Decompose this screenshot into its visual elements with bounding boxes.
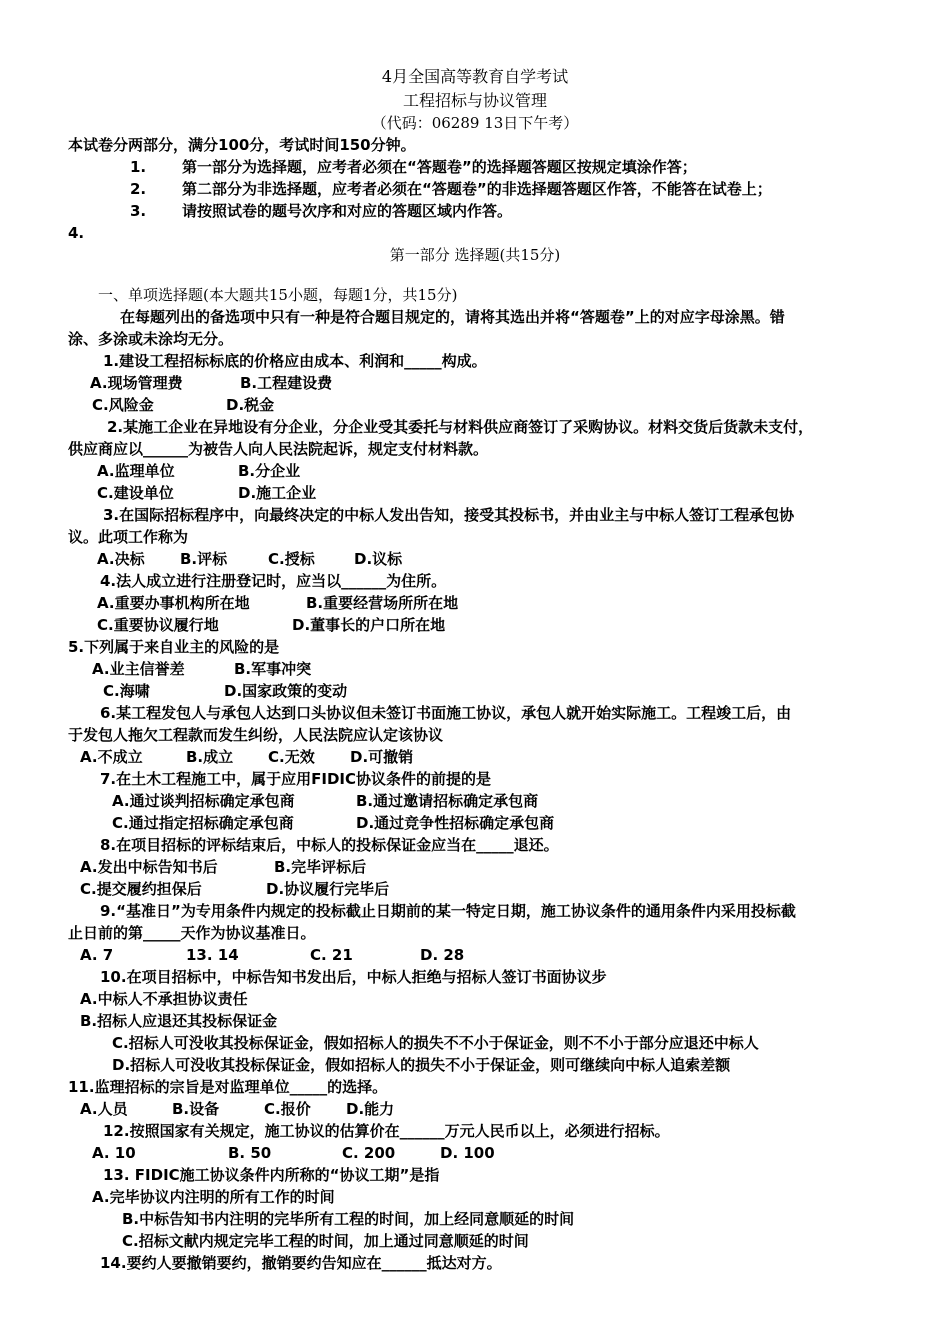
exam-title: 4月全国高等教育自学考试 — [381, 67, 569, 86]
answer-option: A.完毕协议内注明的所有工作的时间 — [92, 1188, 335, 1206]
question-text: 4.法人成立进行注册登记时，应当以______为住所。 — [100, 572, 447, 590]
answer-option: D.议标 — [354, 550, 403, 568]
answer-option: B.评标 — [180, 550, 228, 568]
answer-option: A.发出中标告知书后 — [80, 858, 218, 876]
answer-option: C.海啸 — [103, 682, 150, 700]
answer-option: C.重要协议履行地 — [97, 616, 219, 634]
answer-option: C.授标 — [268, 550, 315, 568]
answer-option: D.董事长的户口所在地 — [292, 616, 446, 634]
answer-option: C.提交履约担保后 — [80, 880, 202, 898]
answer-option: C.招标文献内规定完毕工程的时间，加上通过同意顺延的时间 — [122, 1232, 529, 1250]
question-text: 13. FIDIC施工协议条件内所称的“协议工期”是指 — [103, 1166, 440, 1184]
question-text: 10.在项目招标中，中标告知书发出后，中标人拒绝与招标人签订书面协议步 — [100, 968, 607, 986]
answer-option: A.现场管理费 — [90, 374, 183, 392]
question-text: 议。此项工作称为 — [68, 528, 189, 546]
answer-option: A.监理单位 — [97, 462, 175, 480]
answer-option: D. 28 — [420, 946, 465, 964]
answer-option: D.国家政策的变动 — [224, 682, 348, 700]
answer-option: D.施工企业 — [238, 484, 317, 502]
question-text: 5.下列属于来自业主的风险的是 — [68, 638, 280, 656]
question-text: 3.在国际招标程序中，向最终决定的中标人发出告知，接受其投标书，并由业主与中标人签订工程承包协 — [103, 506, 795, 524]
answer-option: D. 100 — [440, 1144, 495, 1162]
question-text: 止日前的第_____天作为协议基准日。 — [68, 924, 316, 942]
exam-intro: 本试卷分两部分，满分100分，考试时间150分钟。 — [68, 136, 416, 154]
section-note: 涂、多涂或未涂均无分。 — [68, 330, 234, 348]
section-note: 在每题列出的备选项中只有一种是符合题目规定的，请将其选出并将“答题卷”上的对应字母涂黑。错 — [120, 308, 785, 326]
answer-option: A. 7 — [80, 946, 114, 964]
answer-option: C.无效 — [268, 748, 315, 766]
answer-option: B.工程建设费 — [240, 374, 333, 392]
answer-option: A.业主信誉差 — [92, 660, 185, 678]
answer-option: D.可撤销 — [350, 748, 414, 766]
part-heading: 第一部分 选择题(共15分) — [389, 246, 561, 264]
answer-option: B. 50 — [228, 1144, 272, 1162]
instruction-number: 4. — [68, 224, 85, 242]
question-text: 14.要约人要撤销要约，撤销要约告知应在______抵达对方。 — [100, 1254, 502, 1272]
instruction-number: 2. — [130, 180, 147, 198]
question-text: 11.监理招标的宗旨是对监理单位_____的选择。 — [68, 1078, 388, 1096]
instruction-number: 1. — [130, 158, 147, 176]
question-text: 12.按照国家有关规定，施工协议的估算价在______万元人民币以上，必须进行招标。 — [103, 1122, 670, 1140]
question-text: 于发包人拖欠工程款而发生纠纷，人民法院应认定该协议 — [68, 726, 444, 744]
instruction-text: 第一部分为选择题，应考者必须在“答题卷”的选择题答题区按规定填涂作答； — [182, 158, 697, 176]
answer-option: B.设备 — [172, 1100, 220, 1118]
instruction-number: 3. — [130, 202, 147, 220]
answer-option: D.协议履行完毕后 — [266, 880, 390, 898]
answer-option: D.能力 — [346, 1100, 395, 1118]
answer-option: C.招标人可没收其投标保证金，假如招标人的损失不不小于保证金，则不不小于部分应退还中标人 — [112, 1034, 759, 1052]
answer-option: B.分企业 — [238, 462, 301, 480]
question-text: 9.“基准日”为专用条件内规定的投标截止日期前的某一特定日期，施工协议条件的通用条件内采用投标截 — [100, 902, 796, 920]
answer-option: B.完毕评标后 — [274, 858, 367, 876]
answer-option: C.建设单位 — [97, 484, 174, 502]
question-text: 8.在项目招标的评标结束后，中标人的投标保证金应当在_____退还。 — [100, 836, 559, 854]
answer-option: B.通过邀请招标确定承包商 — [356, 792, 539, 810]
course-title: 工程招标与协议管理 — [402, 91, 547, 110]
answer-option: C.通过指定招标确定承包商 — [112, 814, 294, 832]
question-text: 7.在土木工程施工中，属于应用FIDIC协议条件的前提的是 — [100, 770, 492, 788]
section-title: 一、单项选择题(本大题共15小题，每题1分，共15分) — [98, 286, 458, 304]
course-code: （代码：06289 13日下午考） — [371, 114, 579, 132]
answer-option: D.税金 — [226, 396, 275, 414]
instruction-text: 请按照试卷的题号次序和对应的答题区域内作答。 — [182, 202, 513, 220]
answer-option: B.重要经营场所所在地 — [306, 594, 459, 612]
question-text: 2.某施工企业在异地设有分企业，分企业受其委托与材料供应商签订了采购协议。材料交货后货款未支付， — [107, 418, 814, 436]
answer-option: B.成立 — [186, 748, 234, 766]
answer-option: D.通过竞争性招标确定承包商 — [356, 814, 555, 832]
answer-option: A.决标 — [97, 550, 145, 568]
answer-option: B.招标人应退还其投标保证金 — [80, 1012, 278, 1030]
answer-option: A.人员 — [80, 1100, 128, 1118]
answer-option: B.中标告知书内注明的完毕所有工程的时间，加上经同意顺延的时间 — [122, 1210, 575, 1228]
answer-option: C.报价 — [264, 1100, 311, 1118]
question-text: 供应商应以______为被告人向人民法院起诉，规定支付材料款。 — [68, 440, 489, 458]
question-text: 1.建设工程招标标底的价格应由成本、利润和_____构成。 — [103, 352, 487, 370]
question-text: 6.某工程发包人与承包人达到口头协议但未签订书面施工协议，承包人就开始实际施工。工程竣工后，由 — [100, 704, 792, 722]
answer-option: A. 10 — [92, 1144, 136, 1162]
answer-option: D.招标人可没收其投标保证金，假如招标人的损失不小于保证金，则可继续向中标人追索差额 — [112, 1056, 731, 1074]
answer-option: A.重要办事机构所在地 — [97, 594, 250, 612]
answer-option: C.风险金 — [92, 396, 154, 414]
answer-option: B.军事冲突 — [234, 660, 312, 678]
answer-option: C. 200 — [342, 1144, 396, 1162]
instruction-text: 第二部分为非选择题，应考者必须在“答题卷”的非选择题答题区作答，不能答在试卷上； — [182, 180, 772, 198]
answer-option: A.通过谈判招标确定承包商 — [112, 792, 295, 810]
answer-option: A.中标人不承担协议责任 — [80, 990, 248, 1008]
answer-option: A.不成立 — [80, 748, 143, 766]
answer-option: C. 21 — [310, 946, 353, 964]
answer-option: 13. 14 — [186, 946, 239, 964]
